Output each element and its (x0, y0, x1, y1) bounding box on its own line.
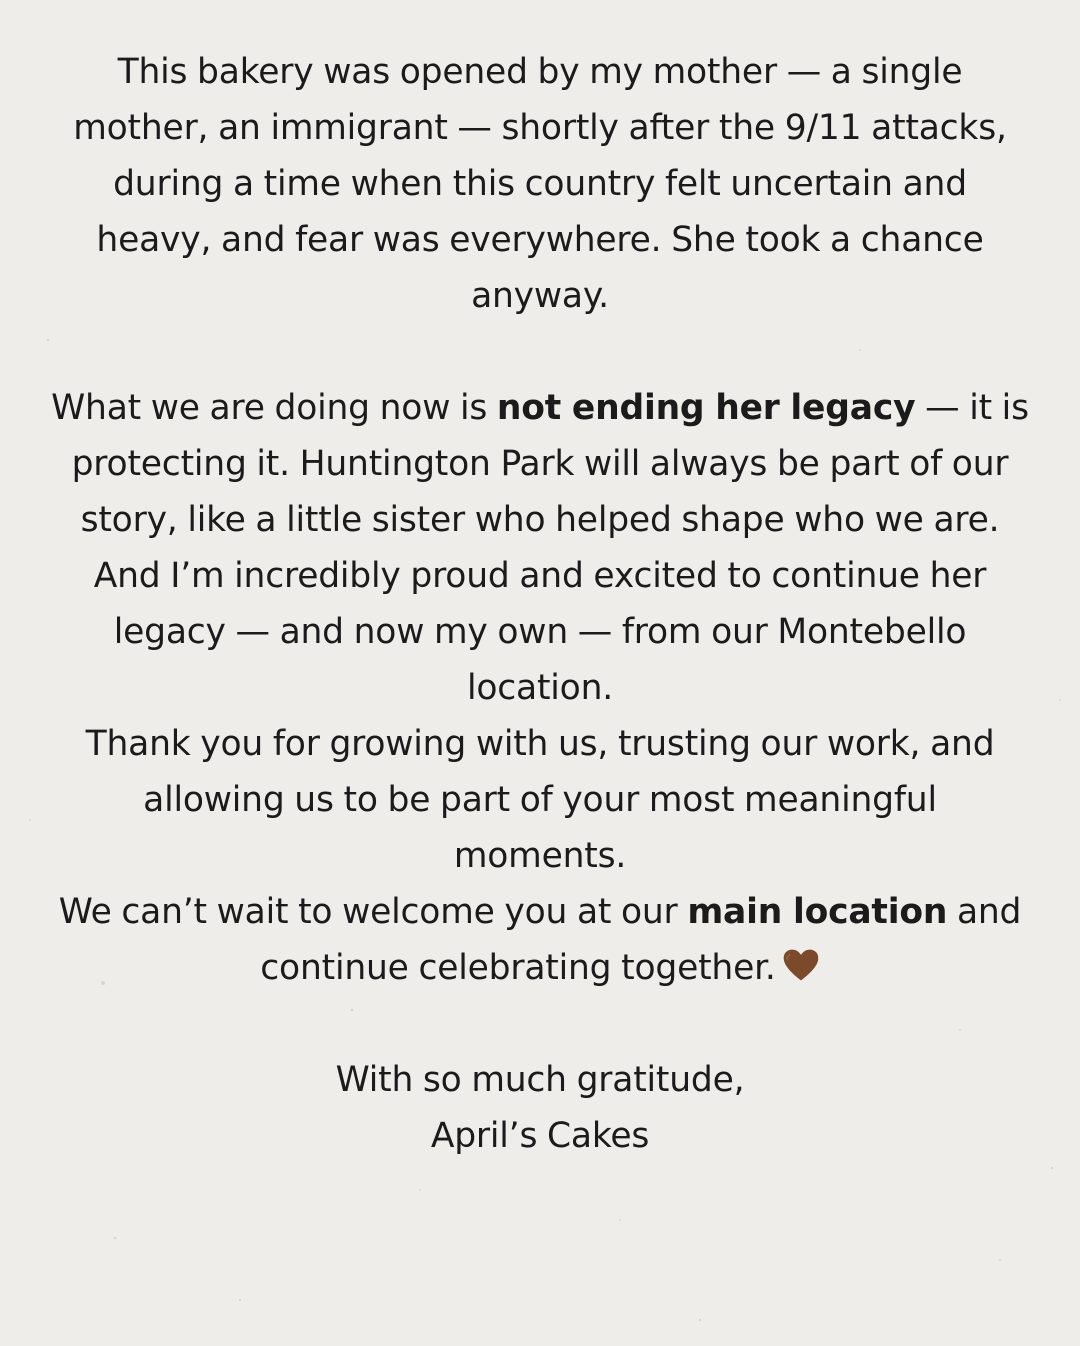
text-line: protecting it. Huntington Park will always be part of our (71, 444, 1009, 484)
text-line (0, 380, 1080, 436)
text-segment: What we are doing now is (51, 388, 497, 428)
text-line: legacy — and now my own — from our Montebello (113, 612, 967, 652)
text-line: story, like a little sister who helped shape who we are. (80, 500, 1000, 540)
text-line: And I’m incredibly proud and excited to continue her (93, 556, 987, 596)
paragraph-spacer (0, 324, 1080, 380)
text-line: This bakery was opened by my mother — a single (117, 52, 963, 92)
text-line: during a time when this country felt uncertain and (113, 164, 967, 204)
text-segment: — it is (915, 388, 1029, 428)
text-line (0, 884, 1080, 940)
text-line: location. (466, 668, 614, 708)
closing-line: With so much gratitude, (335, 1060, 745, 1100)
text-line: Thank you for growing with us, trusting our work, and (85, 724, 995, 764)
bold-phrase-legacy: not ending her legacy (496, 388, 916, 428)
sign-off (0, 1052, 1080, 1164)
text-line: allowing us to be part of your most meaningful (143, 780, 937, 820)
text-line: moments. (453, 836, 627, 876)
signature: April’s Cakes (430, 1116, 650, 1156)
text-line: heavy, and fear was everywhere. She took a chance (96, 220, 984, 260)
text-line: mother, an immigrant — shortly after the 9/11 attacks, (73, 108, 1007, 148)
paragraph-origin-story (0, 44, 1080, 324)
letter-body (0, 44, 1080, 1164)
text-segment: continue celebrating together. (260, 948, 776, 988)
bold-phrase-main-location: main location (687, 892, 948, 932)
text-segment: We can’t wait to welcome you at our (58, 892, 688, 932)
brown-heart-icon (782, 948, 820, 982)
text-line: anyway. (471, 276, 609, 316)
paragraph-legacy (0, 380, 1080, 996)
text-segment: and (947, 892, 1022, 932)
text-line (0, 940, 1080, 996)
paragraph-spacer (0, 996, 1080, 1052)
